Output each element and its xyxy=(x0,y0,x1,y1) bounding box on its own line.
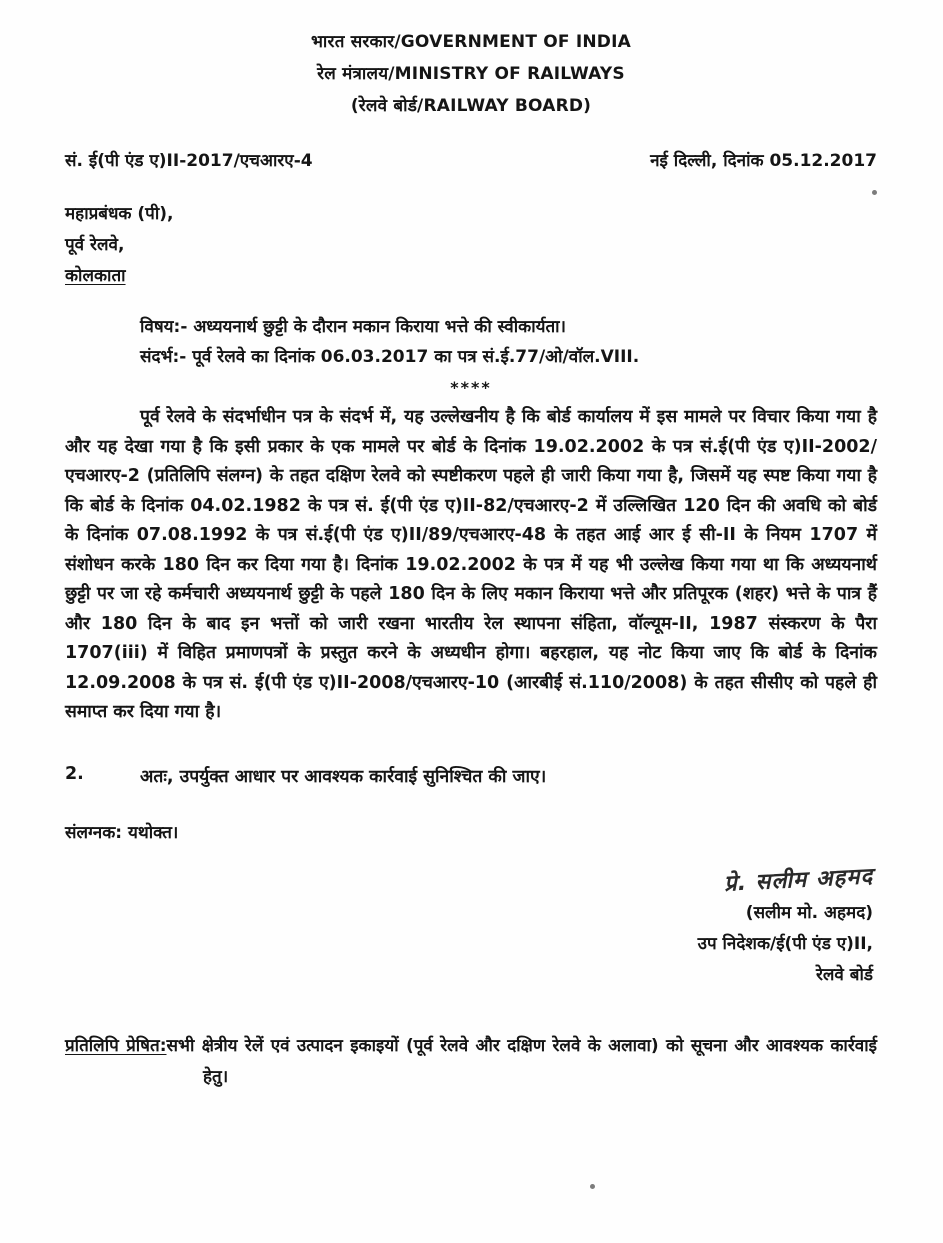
paragraph-number: 2. xyxy=(65,763,84,784)
reference-row xyxy=(65,148,877,171)
addressee-city: कोलकाता xyxy=(65,266,126,286)
enclosure-note: संलग्नक: यथोक्त। xyxy=(65,822,179,843)
addressee-block xyxy=(65,199,877,292)
place-and-date: नई दिल्ली, दिनांक 05.12.2017 xyxy=(650,151,877,171)
copy-forwarded-text: सभी क्षेत्रीय रेलें एवं उत्पादन इकाइयों (पूर्व रेलवे और दक्षिण रेलवे के अलावा) को सूचना और आवश्यक कार्रवाई हेतु। xyxy=(166,1035,877,1087)
paragraph-2-text: अतः, उपर्युक्त आधार पर आवश्यक कार्रवाई सुनिश्चित की जाए। xyxy=(140,766,547,787)
subject-block xyxy=(140,312,877,372)
body-paragraph-2 xyxy=(65,764,877,788)
copy-forwarded-label: प्रतिलिपि प्रेषित: xyxy=(65,1035,167,1056)
copy-forwarded-note xyxy=(65,1031,877,1093)
addressee-railway: पूर्व रेलवे, xyxy=(65,235,125,255)
scan-artifact-dot xyxy=(590,1184,595,1189)
signature-block xyxy=(65,865,877,991)
letterhead xyxy=(65,26,877,122)
handwritten-signature: प्रे. सलीम अहमद xyxy=(723,863,874,897)
scan-artifact-dot xyxy=(872,190,877,195)
asterisk-separator: **** xyxy=(450,378,492,397)
addressee-designation: महाप्रबंधक (पी), xyxy=(65,204,174,224)
letterhead-line-ministry: रेल मंत्रालय/MINISTRY OF RAILWAYS xyxy=(317,64,625,84)
letterhead-line-board: (रेलवे बोर्ड/RAILWAY BOARD) xyxy=(350,96,592,116)
reference-line: संदर्भ:- पूर्व रेलवे का दिनांक 06.03.2017 का पत्र सं.ई.77/ओ/वॉल.VIII. xyxy=(140,347,640,367)
letterhead-line-government: भारत सरकार/GOVERNMENT OF INDIA xyxy=(310,32,632,52)
letter-number: सं. ई(पी एंड ए)II-2017/एचआरए-4 xyxy=(65,151,313,171)
signatory-name: (सलीम मो. अहमद) xyxy=(745,902,873,923)
signatory-organization: रेलवे बोर्ड xyxy=(815,964,873,985)
body-paragraph-1: पूर्व रेलवे के संदर्भाधीन पत्र के संदर्भ में, यह उल्लेखनीय है कि बोर्ड कार्यालय में इस मामले पर विचार किया गया है और यह देखा गया है कि इसी प्रकार के एक मामले पर बोर्ड के दिनांक 19.02.2002 के पत्र सं.ई(पी एंड ए)II-2002/एचआरए-2 (प्रतिलिपि संलग्न) के तहत दक्षिण रेलवे को स्पष्टीकरण पहले ही जारी किया गया है, जिसमें यह स्पष्ट किया गया है कि बोर्ड के दिनांक 04.02.1982 के पत्र सं. ई(पी एंड ए)II-82/एचआरए-2 में उल्लिखित 120 दिन की अवधि को बोर्ड के दिनांक 07.08.1992 के पत्र सं.ई(पी एंड ए)II/89/एचआरए-48 के तहत आई आर ई सी-II के नियम 1707 में संशोधन करके 180 दिन कर दिया गया है। दिनांक 19.02.2002 के पत्र में यह भी उल्लेख किया गया था कि अध्ययनार्थ छुट्टी पर जा रहे कर्मचारी अध्ययनार्थ छुट्टी के पहले 180 दिन के लिए मकान किराया भत्ते और प्रतिपूरक (शहर) भत्ते के पात्र हैं और 180 दिन के बाद इन भत्तों को जारी रखना भारतीय रेल स्थापना संहिता, वॉल्यूम-II, 1987 संस्करण के पैरा 1707(iii) में विहित प्रमाणपत्रों के प्रस्तुत करने के अध्यधीन होगा। बहरहाल, यह नोट किया जाए कि बोर्ड के दिनांक 12.09.2008 के पत्र सं. ई(पी एंड ए)II-2008/एचआरए-10 (आरबीई सं.110/2008) के तहत सीसीए को पहले ही समाप्त कर दिया गया है। xyxy=(65,407,877,722)
signatory-designation: उप निदेशक/ई(पी एंड ए)II, xyxy=(697,933,873,954)
subject-line: विषय:- अध्ययनार्थ छुट्टी के दौरान मकान किराया भत्ते की स्वीकार्यता। xyxy=(140,317,566,337)
